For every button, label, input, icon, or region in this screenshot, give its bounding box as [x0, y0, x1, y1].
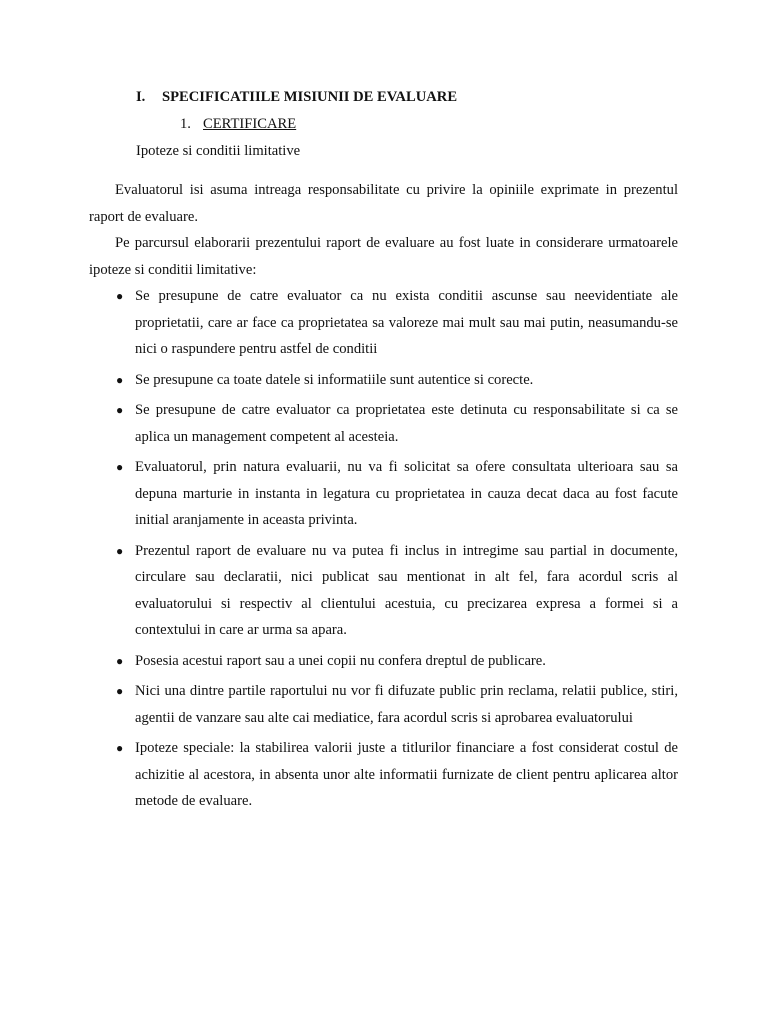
paragraph: Pe parcursul elaborarii prezentului raport de evaluare au fost luate in considerare urmatoarele ipoteze si conditii limitative:	[89, 235, 678, 278]
list-item-text: Evaluatorul, prin natura evaluarii, nu va fi solicitat sa ofere consultata ulterioara sau sa depuna marturie in instanta in legatura cu proprietatea in cauza decat daca au fost facute initial aranjamente in aceasta privinta.	[135, 459, 678, 528]
subsection-number: 1.	[180, 116, 191, 132]
list-item-text: Se presupune ca toate datele si informatiile sunt autentice si corecte.	[135, 371, 534, 388]
subsubsection-heading: Ipoteze si conditii limitative	[136, 143, 301, 159]
bullet-icon: ●	[116, 543, 124, 558]
bullet-icon: ●	[116, 403, 124, 417]
paragraph: Evaluatorul isi asuma intreaga responsabilitate cu privire la opiniile exprimate in prezentul raport de evaluare.	[89, 182, 678, 225]
body-text	[89, 177, 678, 815]
subsection-title: CERTIFICARE	[203, 116, 297, 132]
list-item	[89, 367, 678, 394]
bullet-icon: ●	[116, 684, 124, 698]
bullet-icon: ●	[116, 460, 124, 474]
section-title: SPECIFICATIILE MISIUNII DE EVALUARE	[162, 89, 458, 105]
list-item	[89, 454, 678, 534]
list-item-text: Posesia acestui raport sau a unei copii nu confera dreptul de publicare.	[135, 652, 546, 669]
list-item-text: Prezentul raport de evaluare nu va putea fi inclus in intregime sau partial in documente, circulare sau declaratii, nici publicat sau mentionat in alt fel, fara acordul scris al evaluatorului si respectiv al clientului acestuia, cu precizarea expresa a formei si a contextului in care ar urma sa apara.	[135, 542, 678, 638]
bullet-icon: ●	[116, 653, 124, 668]
list-item	[89, 735, 678, 815]
bullet-icon: ●	[116, 741, 124, 755]
list-item-text: Se presupune de catre evaluator ca nu exista conditii ascunse sau neevidentiate ale proprietatii, care ar face ca proprietatea sa valoreze mai mult sau mai putin, neasumandu-se nici o raspundere pentru astfel de conditii	[135, 288, 678, 357]
list-item	[89, 678, 678, 731]
bullet-icon: ●	[116, 372, 124, 387]
list-item	[89, 397, 678, 450]
list-item-text: Se presupune de catre evaluator ca proprietatea este detinuta cu responsabilitate si ca se aplica un management competent al acesteia.	[135, 402, 678, 445]
bullet-icon: ●	[116, 289, 124, 303]
list-item	[89, 538, 678, 644]
subsection-heading	[180, 116, 296, 133]
section-heading	[136, 89, 457, 106]
list-item	[89, 648, 678, 675]
bullet-list	[89, 283, 678, 815]
list-item	[89, 283, 678, 363]
list-item-text: Ipoteze speciale: la stabilirea valorii juste a titlurilor financiare a fost considerat costul de achizitie al acestora, in absenta unor alte informatii furnizate de client pentru aplicarea altor metode de evaluare.	[135, 740, 678, 809]
section-number: I.	[136, 89, 146, 105]
list-item-text: Nici una dintre partile raportului nu vor fi difuzate public prin reclama, relatii publice, stiri, agentii de vanzare sau alte cai mediatice, fara acordul scris si aprobarea evaluatorului	[135, 683, 678, 726]
